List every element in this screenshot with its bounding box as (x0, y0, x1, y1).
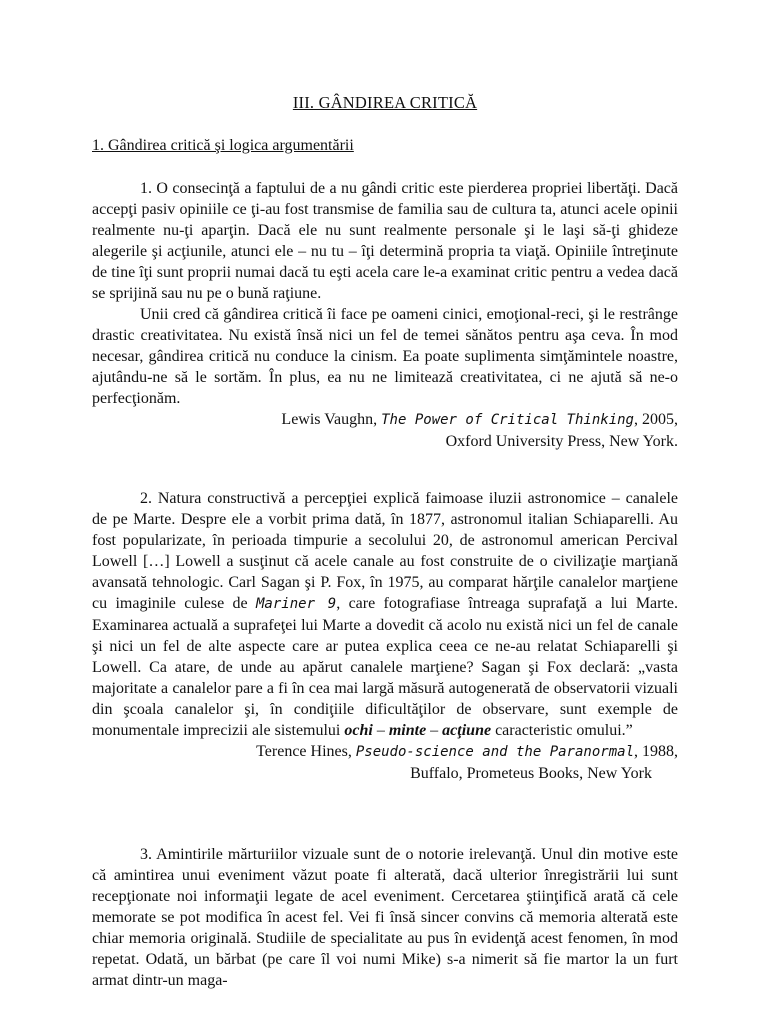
emphasis-ochi: ochi (344, 722, 373, 739)
emphasis-dash-2: – (426, 722, 443, 739)
page-title: III. GÂNDIREA CRITICĂ (292, 93, 478, 112)
citation-book-title: Pseudo-science and the Paranormal (355, 744, 634, 760)
excerpt-2-publisher: Buffalo, Prometeus Books, New York (410, 765, 652, 782)
document-page (92, 0, 678, 1024)
excerpt-1-publisher: Oxford University Press, New York. (445, 433, 678, 450)
excerpt-1-paragraph-1: 1. O consecinţă a faptului de a nu gândi critic este pierderea propriei libertăţi. Dacă accepţi pasiv opiniile ce ţi-au fost transmise de familia sau de cultura ta, atunci acele opinii realmente nu-ţi aparţin. Dacă ele nu sunt realmente personale şi le laşi să-ţi ghideze alegerile şi acţiunile, atunci ele – nu tu – îţi determină propria ta viaţă. Opiniile întreţinute de tine îţi sunt proprii numai dacă tu eşti acela care le-a examinat critic pentru a vedea dacă se sprijină sau nu pe o bună raţiune. (92, 180, 678, 302)
excerpt-1-paragraph-2: Unii cred că gândirea critică îi face pe oameni cinici, emoţional-reci, şi le restrânge drastic creativitatea. Nu există însă nici un fel de temei sănătos pentru aşa ceva. În mod necesar, gândirea critică nu conduce la cinism. Ea poate suplimenta simţămintele noastre, ajutându-ne să le sortăm. În plus, ea nu ne limitează creativitatea, ci ne ajută să ne-o perfecţionăm. (92, 306, 678, 407)
citation-year: , 2005, (634, 411, 678, 428)
excerpt-2-paragraph-1 (92, 488, 678, 741)
excerpt-2-citation (92, 741, 678, 763)
excerpt-2 (92, 488, 678, 784)
excerpt-3 (92, 844, 678, 991)
citation-book-title: The Power of Critical Thinking (381, 412, 634, 428)
section-heading: 1. Gândirea critică şi logica argumentării (92, 137, 354, 154)
excerpt-3-paragraph-1: 3. Amintirile mărturiilor vizuale sunt de o notorie irelevanţă. Unul din motive este că amintirea unui eveniment văzut poate fi alterată, dacă ulterior înregistrării lui sunt recepţionate noi informaţii legate de acel eveniment. Cercetarea ştiinţifică arată că cele memorate se pot modifica în acest fel. Vei fi însă sincer convins că memoria alterată este chiar memoria originală. Studiile de specialitate au pus în evidenţă acest fenomen, în mod repetat. Odată, un bărbat (pe care îl voi numi Mike) s-a nimerit să fie martor la un furt armat dintr-un maga- (92, 846, 678, 989)
emphasis-dash-1: – (372, 722, 389, 739)
emphasis-actiune: acţiune (442, 722, 492, 739)
excerpt-2-text-c: caracteristic omului.” (491, 722, 633, 739)
excerpt-2-text-b: , care fotografiase întreaga suprafaţă a lui Marte. Examinarea actuală a suprafeţei lui Marte a dovedit că acolo nu există nici un fel de canale şi nici un fel de alte aspecte care ar putea explica ceea ce ne-au relatat Schiaparelli şi Lowell. Ca atare, de unde au apărut canalele marţiene? Sagan şi Fox declară: „vasta majoritate a canalelor pare a fi în cea mai largă măsură autogenerată de observatorii vizuali din şcoala canalelor şi, în condiţiile dificultăţilor de observare, sunt exemple de monumentale imprecizii ale sistemului (92, 595, 679, 739)
citation-author: Lewis Vaughn, (281, 411, 382, 428)
excerpt-1 (92, 178, 678, 452)
citation-year: , 1988, (634, 743, 678, 760)
excerpt-1-citation (92, 409, 678, 431)
mariner-9-name: Mariner 9 (256, 596, 337, 612)
excerpt-2-text-a: 2. Natura constructivă a percepţiei explică faimoase iluzii astronomice – canalele de pe Marte. Despre ele a vorbit prima dată, în 1877, astronomul italian Schiaparelli. Au fost popularizate, în perioada timpurie a secolului 20, de astronomul american Percival Lowell […] Lowell a susţinut că acele canale au fost construite de o civilizaţie marţiană avansată tehnologic. Carl Sagan şi P. Fox, în 1975, au comparat hărţile canalelor marţiene cu imaginile culese de (92, 490, 678, 612)
citation-author: Terence Hines, (256, 743, 356, 760)
emphasis-minte: minte (388, 722, 427, 739)
